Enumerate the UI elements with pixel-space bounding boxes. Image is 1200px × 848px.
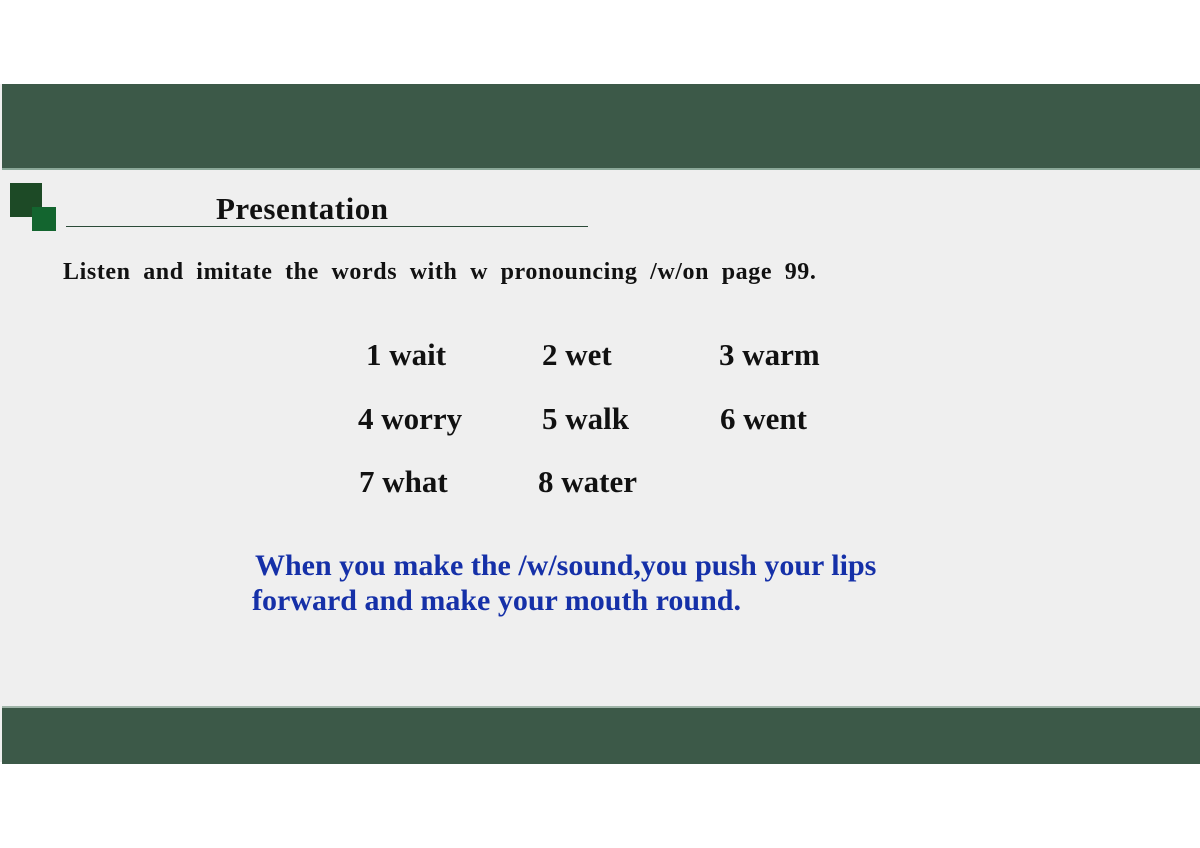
header-band [2,84,1200,170]
word-item: 5 walk [542,401,629,436]
word-item: 2 wet [542,337,612,372]
tip-line-2: forward and make your mouth round. [252,584,741,617]
word-item: 6 went [720,401,807,436]
tip-line-1: When you make the /w/sound,you push your lips [255,549,877,582]
word-item: 7 what [359,464,448,499]
word-item: 8 water [538,464,637,499]
footer-band [2,706,1200,764]
instruction-text: Listen and imitate the words with w pronouncing /w/on page 99. [63,259,817,285]
green-squares-icon [10,183,58,233]
word-item: 1 wait [366,337,447,372]
word-item: 4 worry [358,401,463,436]
section-heading: Presentation [216,191,389,226]
light-square [32,207,56,231]
word-item: 3 warm [719,337,820,372]
